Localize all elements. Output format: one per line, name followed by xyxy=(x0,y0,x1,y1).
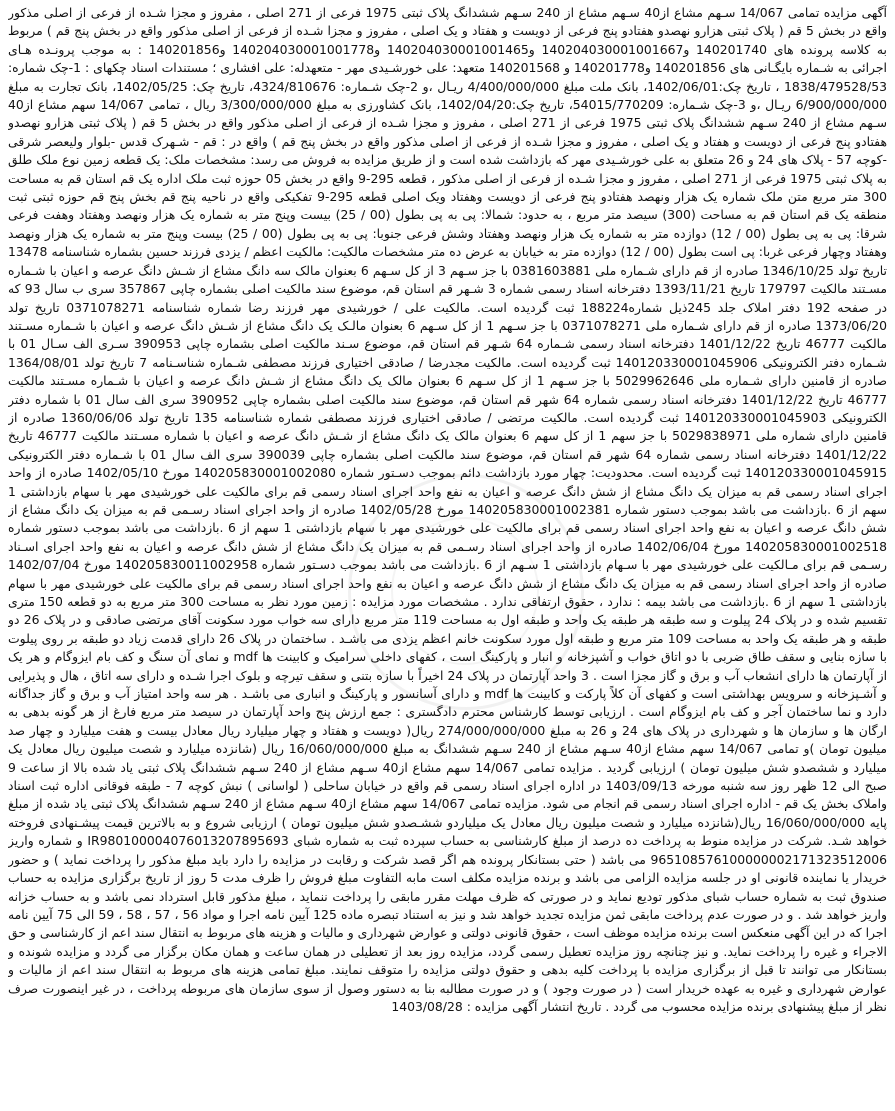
auction-notice-document xyxy=(8,4,887,1107)
notice-body-text: آگهی مزایده تمامی 14/067 سـهم مشاع از40 سـهم مشاع از 240 سـهم ششدانگ پلاک ثبتی 1975 فرعی از 271 اصلی ، مفروز و مجزا شـده از فرعی از اصلی مذکور واقع در بخش 5 قم ( پلاک ثبتی هزارو نهصدو هفتادو پنج فرعی از دویست و هفتاد و یک اصلی ، مفروز و مجزا شـده از فرعی از اصلی مذکور واقع در بخش پنج قم ) مربوط به کلاسه پرونده های 140201740 و140204030001001667 و140204030001001465 و140204030001001778 و140201856 : به موجب پرونـده هـای اجرائی به شـماره بایگـانی های 140201856 و140201778 و 140201568 متعهد: علی خورشـیدی مهر - متعهدله: علی افشاری ؛ مستندات اسناد چکهای : 1-چک شماره: 1838/479528/53 ، تاریخ چک:1402/06/01، بانک ملت مبلغ 4/400/000/000 ریـال ،و 2-چک شـماره: 4324/810676، تاریخ چک: 1402/05/25، بانک تجارت به مبلغ 6/900/000/000 ریـال ،و 3-چک شـماره: 54015/770209، تاریخ چک:1402/04/20، بانک کشاورزی به مبلغ 3/300/000/000 ریال ، تمامی 14/067 سهم مشاع از40 سـهم مشاع از 240 سـهم ششدانگ پلاک ثبتی 1975 فرعی از 271 اصلی ، مفروز و مجزا شـده از فرعی از اصلی مذکور واقع در بخش 5 قم ( پلاک ثبتی هزارو نهصدو هفتادو پنج فرعی از دویست و هفتاد و یک اصلی ، مفروز و مجزا شـده از فرعی از اصلی مذکور واقع در بخش پنج قم ) واقع در : قم - شـهرک قدس -بلوار ولیعصر شرقی -کوچه 57 - پلاک های 24 و 26 متعلق به علی خورشـیدی مهر که بازداشت شده است و از طریق مزایده به فروش می رسد: مشخصات ملک: یک قطعه زمین نوع ملک طلق به پلاک ثبتی 1975 فرعی از 271 اصلی ، مفروز و مجزا شـده از فرعی از اصلی مذکور ، قطعه 295-9 واقع در بخش 05 حوزه ثبت ملک اداره یک قم استان قم به مساحت 300 متر مربع متن ملک شماره یک هزار ونهصد هفتادو پنج فرعی از دویست وهفتاد ویک اصلی قطعه 295-9 تفکیکی واقع در ناحیه پنج قم بخش پنج قم حوزه ثبتی ثبت منطقه یک قم استان قم به مساحت (300) سیصد متر مربع ، به حدود: شمالا: پی به پی بطول (00 / 25) بیست وپنج متر به شماره یک هزار ونهصد وهفتاد وهفت فرعی شرقا: پی به پی بطول (00 / 12) دوازده متر به شماره یک هزار ونهصد وهفتاد وشش فرعی جنوبا: پی به پی بطول (00 / 25) بیست وپنج متر به شماره یک هزار ونهصد وهفتاد وچهار فرعی غربا: پی است بطول (00 / 12) دوازده متر به خیابان به عرض ده متر مشخصات مالکیت: مالکیت اعظم / یزدی فرزند حسین بشماره شناسنامه 13478 تاریخ تولد 1346/10/25 صادره از قم دارای شـماره ملی 0381603881 با جز سـهم 3 از کل سـهم 6 بعنوان مالک سه دانگ مشاع از شـش دانگ عرصه و اعیان با شـماره مسـتند مالکیت 179797 تاریخ 1393/11/21 دفترخانه اسناد رسمی شماره 3 شـهر قم استان قم، موضوع سند مالکیت اصلی بشماره چاپی 357867 سری ب سال 93 که در صفحه 192 دفتر املاک جلد 245ذیل شماره188224 ثبت گردیده است. مالکیت علی / خورشیدی مهر فرزند رضا شماره شناسنامه 0371078271 تاریخ تولد 1373/06/20 صادره از قم دارای شـماره ملی 0371078271 با جز سـهم 1 از کل سـهم 6 بعنوان مالـک یک دانگ مشاع از شـش دانگ عرصه و اعیان با شـماره مسـتند مالکیت 46777 تاریخ 1401/12/22 دفترخانه اسناد رسمی شـماره 64 شـهر قم استان قم، موضوع سـند مالکیت اصلی بشماره چاپی 390953 سـری الف سـال 01 با شـماره دفتر الکترونیکی 140120330001045906 ثبت گردیده است. مالکیت مجدرضا / صادقی اختیاری فرزند مصطفی شـماره شناسـنامه 7 تاریخ تولد 1364/08/01 صادره از قامنین دارای شـماره ملی 5029962646 با جز سـهم 1 از کل سـهم 6 بعنوان مالک یک دانگ مشاع از شـش دانگ عرصه و اعیان با شـماره مسـتند مالکیت 46777 تاریخ 1401/12/22 دفترخانه اسناد رسمی شماره 64 شهر قم استان قم، موضوع سند مالکیت اصلی بشماره چاپی 390952 سری الف سال 01 با شماره دفتر الکترونیکی 140120330001045903 ثبت گردیده است. مالکیت مرتضی / صادقی اختیاری فرزند مصطفی شماره شناسنامه 135 تاریخ تولد 1360/06/06 صادره از قامنین دارای شماره ملی 5029838971 با جز سهم 1 از کل سهم 6 بعنوان مالک یک دانگ مشاع از شـش دانگ عرصه و اعیان با شماره مسـتند مالکیت 46777 تاریخ 1401/12/22 دفترخانه اسناد رسمی شماره 64 شهر قم استان قم، موضوع سند مالکیت اصلی بشماره چاپی 390039 سری الف سال 01 با شـماره دفتر الکترونیکی 140120330001045915 ثبت گردیده است. محدودیت: چهار مورد بازداشت دائم بموجب دسـتور شماره 140205830001002080 مورخ 1402/05/10 صادره از واحد اجرای اسناد رسمی قم به میزان یک دانگ مشاع از شش دانگ عرصه و اعیان به نفع واحد اجرای اسناد رسمی قم برای مالکیت علی خورشیدی مهر با سهام بازداشتی 1 سهم از 6 .بازداشت می باشد بموجب دستور شماره 140205830001002381 مورخ 1402/05/28 صادره از واحد اجرای اسناد رسـمی قم به میزان یک دانگ مشاع از شش دانگ عرصه و اعیان به نفع واحد اجرای اسناد رسمی قم برای مالکیت علی خورشیدی مهر با سهام بازداشتی 1 سهم از 6 .بازداشت می باشد بموجب دستور شماره 140205830001002518 مورخ 1402/06/04 صادره از واحد اجرای اسناد رسـمی قم به میزان یک دانگ مشاع از شش دانگ عرصه و اعیان به نفع واحد اجرای اسـناد رسـمی قم برای مـالکیت علی خورشیدی مهر با سـهام بازداشتی 1 سـهم از 6 .بازداشت می باشد بموجب دسـتور شماره 140205830011002958 مورخ 1402/07/04 صادره از واحد اجرای اسناد رسمی قم به میزان یک دانگ مشاع از شش دانگ عرصه و اعیان به نفع واحد اجرای اسناد رسمی قم برای مالکیت علی خورشیدی مهر با سهام بازداشتی 1 سهم از 6 .بازداشت می باشد بیمه : ندارد ، حقوق ارتفاقی ندارد . مشخصات مورد مزایده : زمین مورد نظر به مساحت 300 متر مربع به دو قطعه 150 متری تقسیم شده و در پلاک 24 پیلوت و سه طبقه هر طبقه یک واحد و طبقه اول به مساحت 119 متر مربع دارای سه خواب مورد سکونت آقای مرتضی صادقی و در پلاک 26 دو طبقه و هر طبقه یک واحد به مساحت 109 متر مربع و طبقه اول مورد سکونت خانم اعظم یزدی می باشـد . ساختمان در پلاک 26 دارای قدمت زیاد دو طبقه بر روی پیلوت با سازه بنایی و سقف طاق ضربی با دو اتاق خواب و آشپزخانه و انبار و پارکینگ است ، کفهای داخلی سرامیک و کابینت ها mdf و نمای آن سنگ و کف بام ایزوگام و هر یک از آپارتمان ها دارای انشعاب آب و برق و گاز مجزا است . 3 واحد آپارتمان در پلاک 24 اخیراً با سازه بتنی و سقف تیرچه و بلوک اجرا شـده و دارای سه اتاق ، هال و پذیرایی و آشـپزخانه و سرویس بهداشتی است و کفهای آن کلاً پارکت و کابینت ها mdf و دارای آسانسور و پارکینگ و انباری می باشـد . هر سه واحد امتیاز آب و برق و گاز جداگانه دارد و نما ساختمان آجر و کف بام ایزوگام است . ارزیابی توسط کارشناس محترم دادگستری : جمع ارزش پنج واحد آپارتمان در سیصد متر مربع فارغ از هر گونه بدهی به ارگان ها و سازمان ها و شهرداری در پلاک های 24 و 26 به مبلغ 274/000/000/000 ریال( دویست و هفتاد و چهار میلیارد ریال معادل بیست و هفت میلیارد و چهار صد میلیون تومان )و تمامی 14/067 سهم مشاع از40 سـهم مشاع از 240 سـهم ششدانگ به مبلغ 16/060/000/000 ریال (شانزده میلیارد و شصت میلیون ریال معادل یک میلیارد و ششصدو شش میلیون تومان ) ارزیابی گردید . مزایده تمامی 14/067 سهم مشاع از40 سـهم مشاع از 240 سـهم ششدانگ پلاک ثبتی یاد شده بالا از ساعت 9 صبح الی 12 ظهر روز سه شنبه مورخه 1403/09/13 در اداره اجرای اسناد رسمی قم واقع در خیابان ساحلی ( لواسانی ) نبش کوچه 7 - طبقه فوقانی اداره ثبت اسناد واملاک بخش یک قم - اداره اجرای اسناد رسمی قم انجام می شود. مزایده تمامی 14/067 سهم مشاع از40 سـهم مشاع از 240 سـهم ششدانگ پلاک ثبتی یاد شده از مبلغ پایه 16/060/000/000 ریال(شانزده میلیارد و شصت میلیون ریال معادل یک میلیاردو ششـصدو شش میلیون تومان ) ارزیابی شروع و به بالاترین قیمت پیشـنهادی فروخته خواهد شـد. شرکت در مزایده منوط به پرداخت ده درصد از مبلغ کارشناسی به حساب سپرده ثبت به شماره شبای IR980100004076013207895693 و شماره واریز 965108576100000002171323512006 می باشد ( حتی بستانکار پرونده هم اگر قصد شرکت و رقابت در مزایده را دارد باید مبلغ مذکور را پرداخت نماید ) و حضور خریدار یا نماینده قانونی او در جلسه مزایده الزامی می باشد و برنده مزایده مکلف است مابه التفاوت مبلغ فروش را ظرف مدت 5 روز از تاریخ برگزاری مزایده به حساب صندوق ثبت به شماره حساب شبای مذکور تودیع نماید و در صورتی که ظرف مهلت مقرر مابقی را پرداخت ننماید ، مبلغ مذکور قابل استرداد نمی باشد و به حساب خزانه واریز خواهد شد . و در صورت عدم پرداخت مابقی ثمن مزایده تجدید خواهد شد و نیز به استناد تبصره ماده 125 آیین نامه اجرا و مواد 56 ، 57 ، 58 ، 59 الی 75 آیین نامه اجرا که در این آگهی منعکس است برنده مزایده موظف است ، حقوق قانونی دولتی و عوارض شهرداری و مالیات و هزینه های مربوط به انتقال سند اعم از کارشناسی و حق الاجراء و غیره را پرداخت نماید. و نیز چنانچه روز مزایده تعطیل رسمی گردد، مزایده روز بعد از تعطیلی در همان ساعت و همان مکان برگزار می گردد و مزایده شونده و بستانکار می توانند تا قبل از برگزاری مزایده با پرداخت کلیه بدهی و حقوق دولتی مزایده را متوقف نمایند. مبلغ تمامی هزینه های مربوط به انتقال سند اعم از مالیات و عوارض شهرداری و غیره به عهده خریدار است ( در صورت وجود ) و در صورت مطالبه بنا به دستور وصول از سوی سازمان های مربوطه پرداخت ، در غیر اینصورت صرف نظر از مبلغ پیشنهادی برنده مزایده محسوب می گردد . تاریخ انتشار آگهی مزایده : 1403/08/28 xyxy=(8,5,887,1014)
